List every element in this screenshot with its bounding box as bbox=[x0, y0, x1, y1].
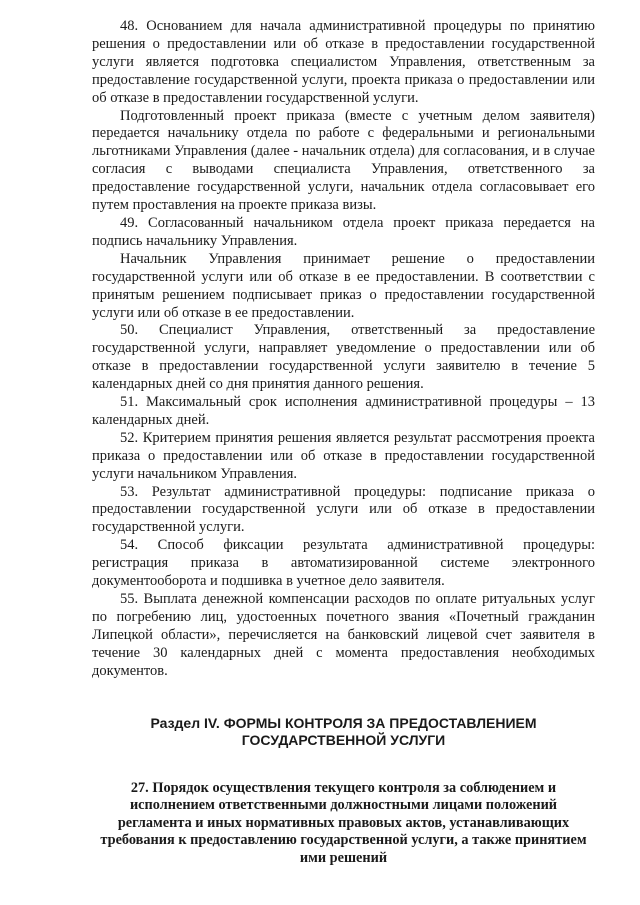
paragraph-52: 52. Критерием принятия решения является результат рассмотрения проекта приказа о предоставлении или об отказе в предоставлении государственной услуги начальником Управления. bbox=[92, 429, 595, 482]
paragraph-48-continuation: Подготовленный проект приказа (вместе с учетным делом заявителя) передается начальнику отдела по работе с федеральными и региональными льготниками Управления (далее - начальник отдела) для согласования, и в случае согласия с выводами специалиста Управления, ответственного за предоставление государственной услуги, начальник отдела согласовывает его путем проставления на проекте приказа визы. bbox=[92, 107, 595, 214]
paragraph-55: 55. Выплата денежной компенсации расходов по оплате ритуальных услуг по погребению лиц, удостоенных почетного звания «Почетный гражданин Липецкой области», перечисляется на банковский лицевой счет заявителя в течение 30 календарных дней с момента предоставления необходимых документов. bbox=[92, 591, 595, 679]
paragraph-48: 48. Основанием для начала административной процедуры по принятию решения о предоставлении или об отказе в предоставлении государственной услуги является подготовка специалистом Управления, ответственным за предоставление государственной услуги, проекта приказа о предоставлении или об отказе в предоставлении государственной услуги. bbox=[92, 18, 595, 106]
paragraph-51: 51. Максимальный срок исполнения административной процедуры – 13 календарных дней. bbox=[92, 394, 595, 428]
paragraph-49: 49. Согласованный начальником отдела проект приказа передается на подпись начальнику Управления. bbox=[92, 214, 595, 249]
paragraph-49-continuation: Начальник Управления принимает решение о предоставлении государственной услуги или об отказе в ее предоставлении. В соответствии с принятым решением подписывает приказ о предоставлении государственной услуги или об отказе в ее предоставлении. bbox=[92, 250, 595, 321]
section-heading bbox=[92, 715, 595, 750]
paragraph-50: 50. Специалист Управления, ответственный за предоставление государственной услуги, направляет уведомление о предоставлении или об отказе в предоставлении государственной услуги заявителю в течение 5 календарных дней со дня принятия данного решения. bbox=[92, 322, 595, 393]
paragraph-54: 54. Способ фиксации результата административной процедуры: регистрация приказа в автоматизированной системе электронного документооборота и подшивка в учетное дело заявителя. bbox=[92, 537, 595, 590]
paragraph-53: 53. Результат административной процедуры: подписание приказа о предоставлении государственной услуги или об отказе в предоставлении государственной услуги. bbox=[92, 483, 595, 536]
section-heading-line-1: Раздел IV. ФОРМЫ КОНТРОЛЯ ЗА ПРЕДОСТАВЛЕНИЕМ bbox=[150, 714, 537, 731]
document-page bbox=[92, 18, 595, 868]
subsection-heading: 27. Порядок осуществления текущего контроля за соблюдением и исполнением ответственными должностными лицами положений регламента и иных нормативных правовых актов, устанавливающих требования к предоставлению государственной услуги, а также принятием ими решений bbox=[100, 779, 587, 866]
section-heading-line-2: ГОСУДАРСТВЕННОЙ УСЛУГИ bbox=[241, 732, 446, 749]
